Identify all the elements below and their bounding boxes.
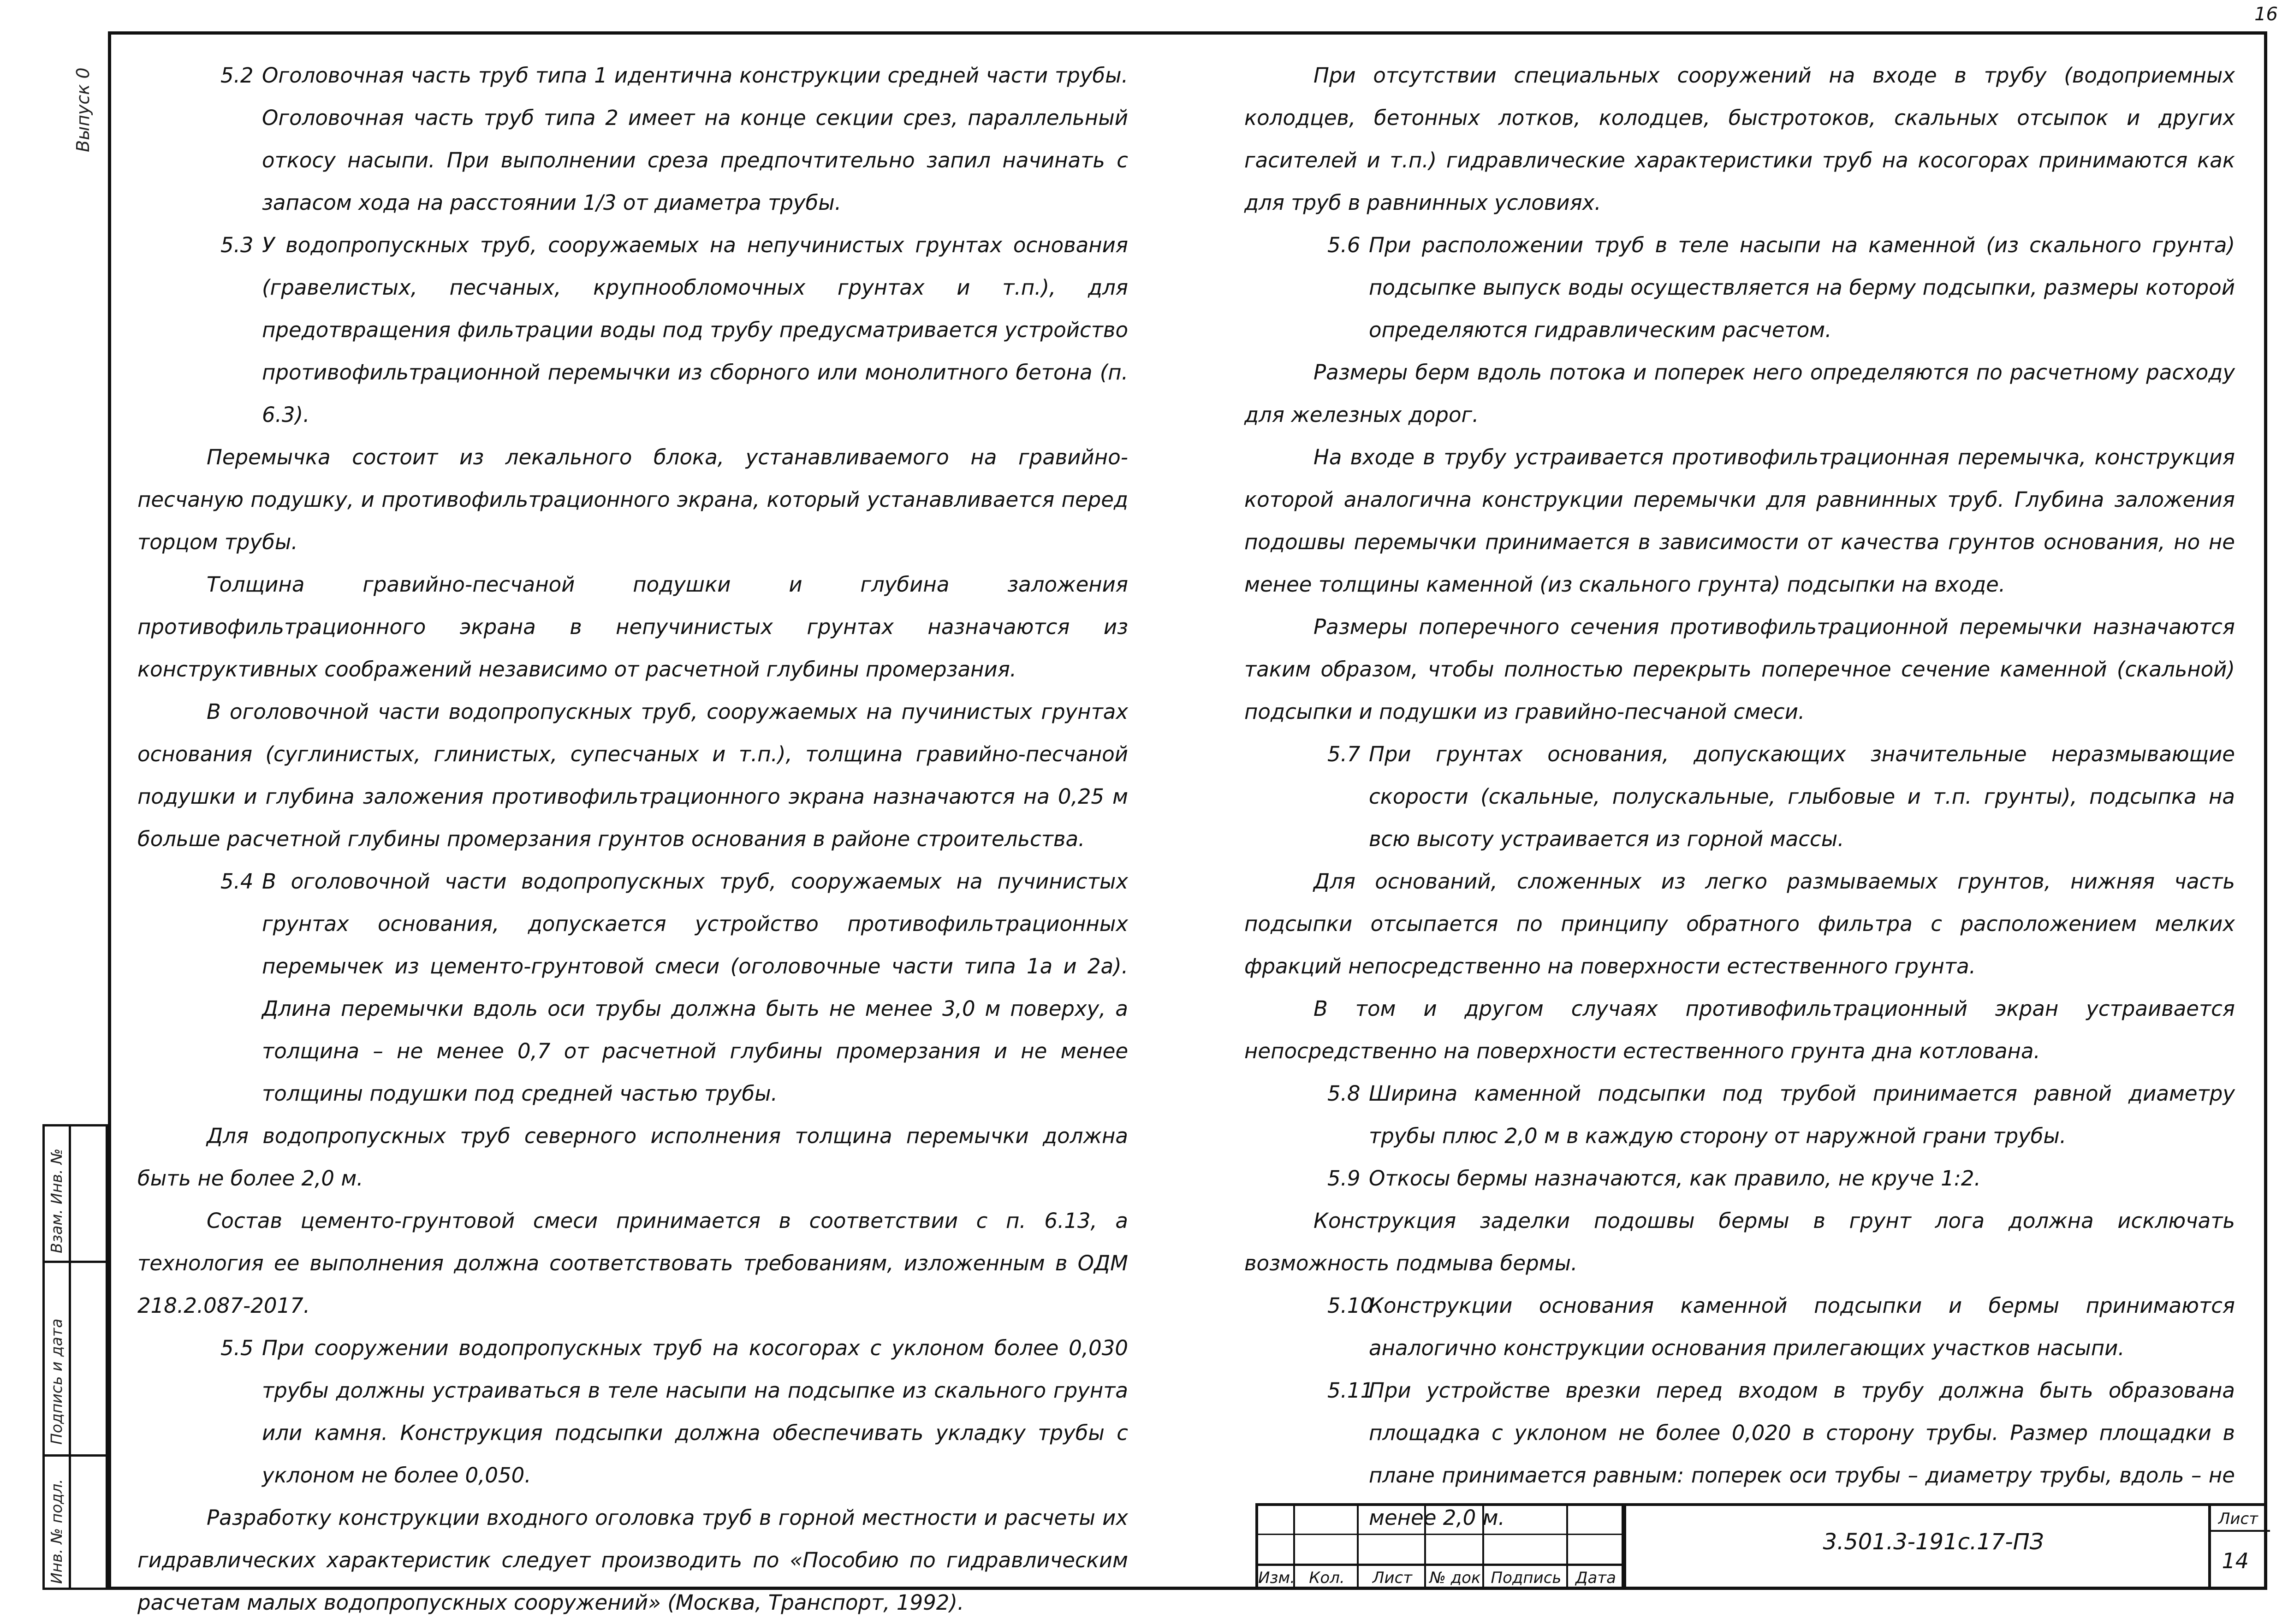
numbered-clause bbox=[1244, 224, 2235, 351]
numbered-clause bbox=[137, 224, 1128, 436]
paragraph: Толщина гравийно-песчаной подушки и глубина заложения противофильтрационного экрана в непучинистых грунтах назначаются из конструктивных соображений независимо от расчетной глубины промерзания. bbox=[137, 572, 1128, 682]
clause-number: 5.6 bbox=[1327, 233, 1361, 257]
paragraph: В оголовочной части водопропускных труб, сооружаемых на пучинистых грунтах основания (суглинистых, глинистых, супесчаных и т.п.), толщина гравийно-песчаной подушки и глубина заложения противофильтрационного экрана назначаются на 0,25 м больше расчетной глубины промерзания грунтов основания в районе строительства. bbox=[137, 699, 1128, 851]
paragraph: Для водопропускных труб северного исполнения толщина перемычки должна быть не более 2,0 м. bbox=[137, 1124, 1128, 1191]
clause-number: 5.3 bbox=[220, 233, 254, 257]
paragraph: Состав цементо-грунтовой смеси принимается в соответствии с п. 6.13, а технология ее выполнения должна соответствовать требованиям, изложенным в ОДМ 218.2.087-2017. bbox=[137, 1209, 1128, 1318]
clause-text: Оголовочная часть труб типа 1 идентична конструкции средней части трубы. Оголовочная часть труб типа 2 имеет на конце секции срез, параллельный откосу насыпи. При выполнении среза предпочтительно запил начинать с запасом хода на расстоянии 1/3 от диаметра трубы. bbox=[262, 63, 1128, 215]
clause-text: При грунтах основания, допускающих значительные неразмывающие скорости (скальные, полускальные, глыбовые и т.п. грунты), подсыпка на всю высоту устраивается из горной массы. bbox=[1369, 742, 2235, 851]
numbered-clause bbox=[137, 860, 1128, 1115]
right-text-column bbox=[1244, 54, 2235, 1539]
stamp-header-data: Дата bbox=[1575, 1569, 1616, 1587]
stamp-header-ndok: № док bbox=[1429, 1569, 1481, 1587]
clause-number: 5.10 bbox=[1327, 1293, 1374, 1318]
paragraph: Разработку конструкции входного оголовка труб в горной местности и расчеты их гидравлических характеристик следует производить по «Пособию по гидравлическим расчетам малых водопропускных сооружений» (Москва, Транспорт, 1992). bbox=[137, 1505, 1128, 1615]
clause-number: 5.11 bbox=[1327, 1378, 1374, 1403]
clause-number: 5.5 bbox=[220, 1336, 254, 1360]
clause-number: 5.7 bbox=[1327, 742, 1361, 766]
paragraph: Размеры поперечного сечения противофильтрационной перемычки назначаются таким образом, чтобы полностью перекрыть поперечное сечение каменной (скальной) подсыпки и подушки из гравийно-песчаной смеси. bbox=[1244, 615, 2235, 724]
clause-number: 5.9 bbox=[1327, 1166, 1361, 1191]
stamp-header-kol: Кол. bbox=[1309, 1569, 1345, 1587]
numbered-clause bbox=[1244, 1285, 2235, 1369]
paragraph: При отсутствии специальных сооружений на входе в трубу (водоприемных колодцев, бетонных лотков, колодцев, быстротоков, скальных отсыпок и других гасителей и т.п.) гидравлические характеристики труб на косогорах принимаются как для труб в равнинных условиях. bbox=[1244, 63, 2235, 215]
inv-podl-label: Инв. № подл. bbox=[48, 1479, 65, 1584]
clause-number: 5.8 bbox=[1327, 1081, 1361, 1106]
page-corner-number: 16 bbox=[2254, 4, 2278, 25]
paragraph: На входе в трубу устраивается противофильтрационная перемычка, конструкция которой аналогична конструкции перемычки для равнинных труб. Глубина заложения подошвы перемычки принимается в зависимости от качества грунтов основания, но не менее толщины каменной (из скального грунта) подсыпки на входе. bbox=[1244, 445, 2235, 597]
paragraph: В том и другом случаях противофильтрационный экран устраивается непосредственно на поверхности естественного грунта дна котлована. bbox=[1244, 996, 2235, 1063]
title-block bbox=[1255, 1503, 2267, 1590]
clause-text: При сооружении водопропускных труб на косогорах с уклоном более 0,030 трубы должны устраиваться в теле насыпи на подсыпке из скального грунта или камня. Конструкция подсыпки должна обеспечивать укладку трубы с уклоном не более 0,050. bbox=[262, 1336, 1128, 1488]
numbered-clause bbox=[137, 1327, 1128, 1497]
paragraph: Размеры берм вдоль потока и поперек него определяются по расчетному расходу для железных дорог. bbox=[1244, 360, 2235, 427]
issue-label: Выпуск 0 bbox=[73, 67, 93, 152]
clause-text: При расположении труб в теле насыпи на каменной (из скального грунта) подсыпке выпуск воды осуществляется на берму подсыпки, размеры которой определяются гидравлическим расчетом. bbox=[1369, 233, 2235, 342]
left-text-column bbox=[137, 54, 1128, 1624]
document-code: 3.501.3-191с.17-ПЗ bbox=[1823, 1529, 2044, 1555]
paragraph: Перемычка состоит из лекального блока, устанавливаемого на гравийно-песчаную подушку, и противофильтрационного экрана, который устанавливается перед торцом трубы. bbox=[137, 445, 1128, 554]
clause-number: 5.2 bbox=[220, 63, 254, 88]
sheet-number: 14 bbox=[2222, 1548, 2249, 1573]
stamp-header-podpis: Подпись bbox=[1491, 1569, 1562, 1587]
clause-text: Откосы бермы назначаются, как правило, не круче 1:2. bbox=[1369, 1166, 1981, 1191]
paragraph: Для оснований, сложенных из легко размываемых грунтов, нижняя часть подсыпки отсыпается по принципу обратного фильтра с расположением мелких фракций непосредственно на поверхности естественного грунта. bbox=[1244, 869, 2235, 978]
side-stamp-table bbox=[42, 1124, 108, 1590]
vzam-label: Взам. Инв. № bbox=[48, 1148, 65, 1253]
numbered-clause bbox=[1244, 733, 2235, 860]
sign-date-label: Подпись и дата bbox=[48, 1318, 65, 1445]
clause-text: В оголовочной части водопропускных труб, сооружаемых на пучинистых грунтах основания, допускается устройство противофильтрационных перемычек из цементо-грунтовой смеси (оголовочные части типа 1а и 2а). Длина перемычки вдоль оси трубы должна быть не менее 3,0 м поверху, а толщина – не менее 0,7 от расчетной глубины промерзания и не менее толщины подушки под средней частью трубы. bbox=[262, 869, 1128, 1106]
stamp-header-izm: Изм. bbox=[1258, 1569, 1295, 1587]
numbered-clause bbox=[137, 54, 1128, 224]
clause-text: При устройстве врезки перед входом в трубу должна быть образована площадка с уклоном не более 0,020 в сторону трубы. Размер площадки в плане принимается равным: поперек оси трубы – диаметру трубы, вдоль – не менее 2,0 м. bbox=[1369, 1378, 2235, 1530]
stamp-header-list: Лист bbox=[1372, 1569, 1413, 1587]
clause-text: Ширина каменной подсыпки под трубой принимается равной диаметру трубы плюс 2,0 м в каждую сторону от наружной грани трубы. bbox=[1369, 1081, 2235, 1148]
numbered-clause bbox=[1244, 1073, 2235, 1157]
clause-number: 5.4 bbox=[220, 869, 254, 894]
numbered-clause bbox=[1244, 1157, 2235, 1200]
clause-text: Конструкции основания каменной подсыпки и бермы принимаются аналогично конструкции основания прилегающих участков насыпи. bbox=[1369, 1293, 2235, 1360]
paragraph: Конструкция заделки подошвы бермы в грунт лога должна исключать возможность подмыва бермы. bbox=[1244, 1209, 2235, 1275]
clause-text: У водопропускных труб, сооружаемых на непучинистых грунтах основания (гравелистых, песчаных, крупнообломочных грунтах и т.п.), для предотвращения фильтрации воды под трубу предусматривается устройство противофильтрационной перемычки из сборного или монолитного бетона (п. 6.3). bbox=[262, 233, 1128, 427]
sheet-label: Лист bbox=[2218, 1510, 2258, 1528]
